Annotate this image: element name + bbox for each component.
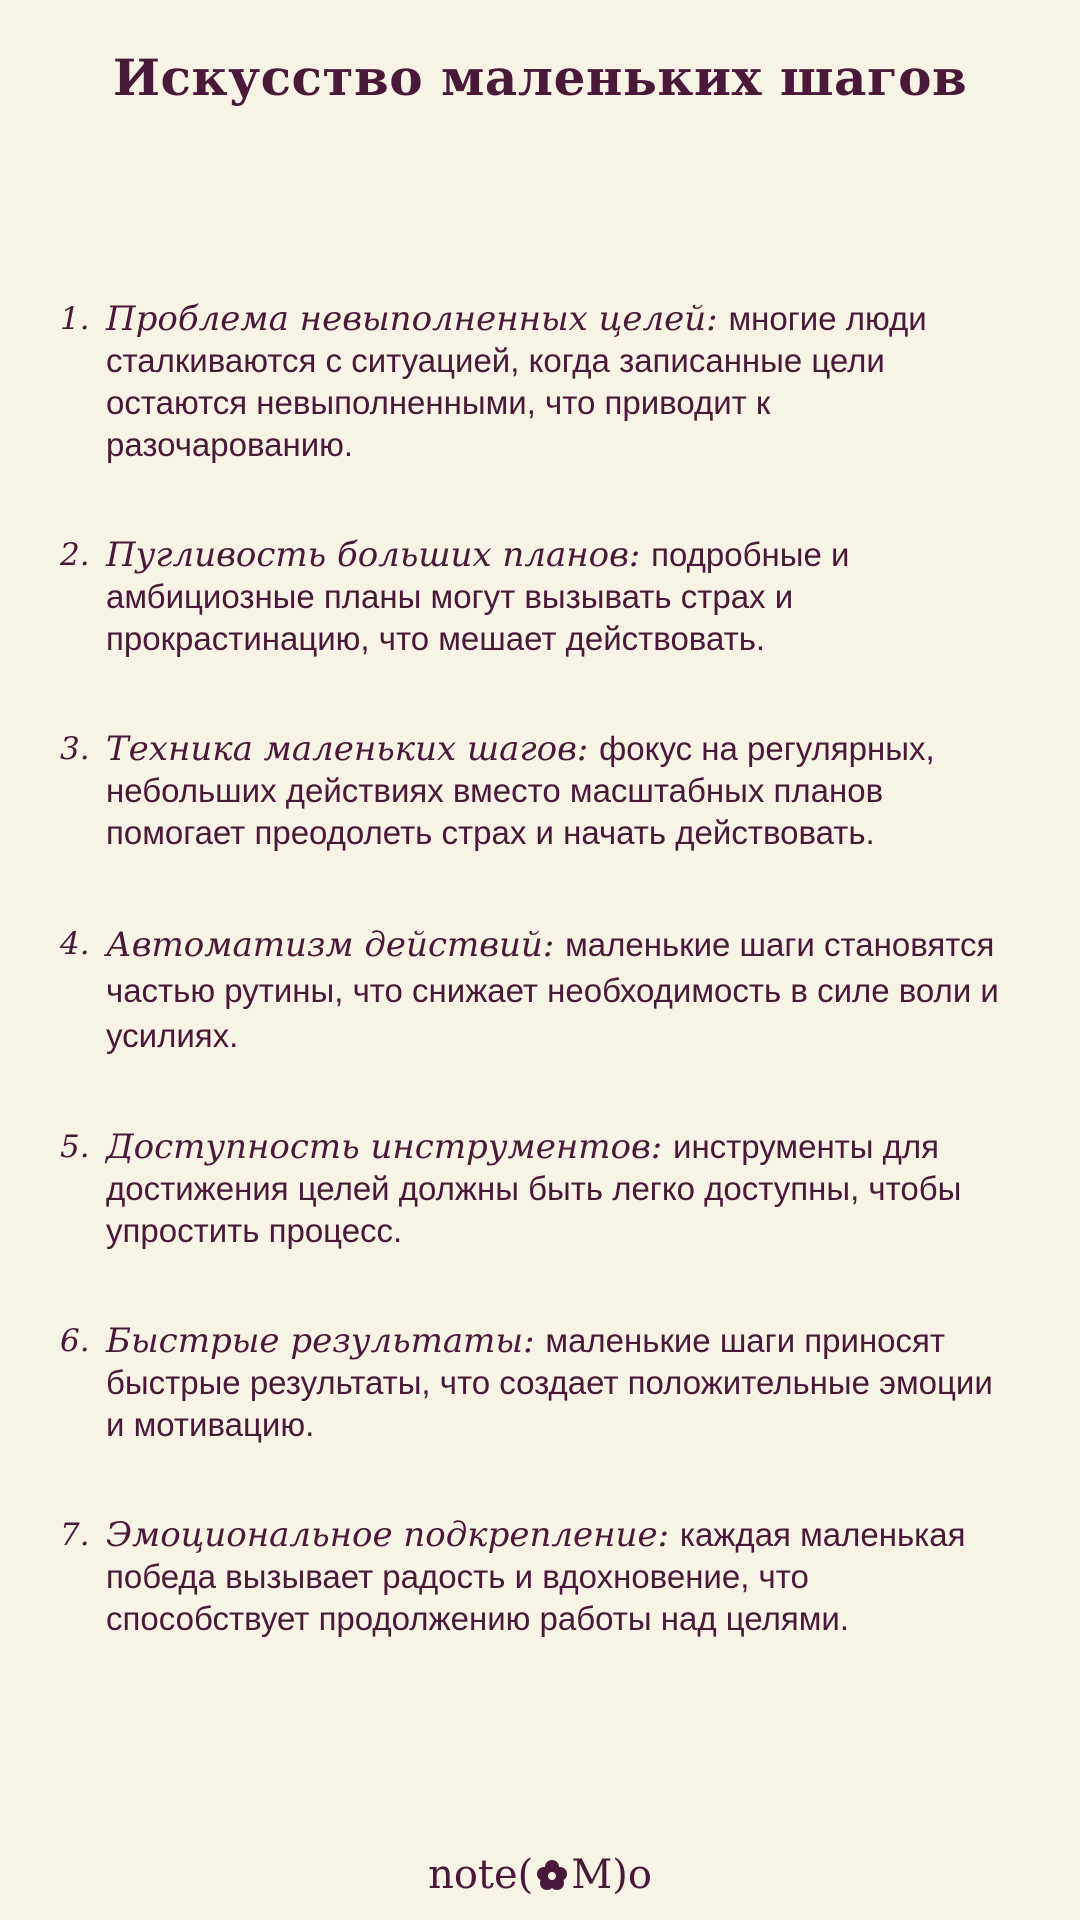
item-number: 3.	[60, 731, 90, 767]
item-number: 5.	[60, 1129, 90, 1165]
brand-logo	[0, 1852, 1080, 1898]
list-item	[60, 728, 1020, 854]
logo-prefix: note(	[428, 1852, 534, 1898]
item-number: 1.	[60, 301, 90, 337]
item-number: 6.	[60, 1323, 90, 1359]
flower-icon	[535, 1858, 569, 1892]
item-number: 7.	[60, 1517, 90, 1553]
logo-letter: M	[571, 1852, 613, 1898]
item-description: многие люди сталкиваются с ситуацией, когда записанные цели остаются невыполненными, что приводит к разочарованию.	[106, 300, 927, 463]
item-term: Эмоциональное подкрепление:	[106, 1515, 680, 1555]
list-item	[60, 534, 1020, 660]
item-term: Быстрые результаты:	[106, 1321, 546, 1361]
item-number: 2.	[60, 537, 90, 573]
item-term: Проблема невыполненных целей:	[106, 299, 729, 339]
item-term: Автоматизм действий:	[106, 925, 566, 965]
item-description: маленькие шаги приносят быстрые результаты, что создает положительные эмоции и мотивацию.	[106, 1322, 993, 1443]
item-term: Доступность инструментов:	[106, 1127, 674, 1167]
logo-suffix: )o	[612, 1852, 652, 1898]
item-description: фокус на регулярных, небольших действиях вместо масштабных планов помогает преодолеть страх и начать действовать.	[106, 730, 935, 851]
page-title: Искусство маленьких шагов	[112, 48, 968, 107]
item-description: подробные и амбициозные планы могут вызывать страх и прокрастинацию, что мешает действовать.	[106, 536, 850, 657]
steps-list	[60, 298, 1020, 1708]
item-term: Пугливость больших планов:	[106, 535, 652, 575]
list-item	[60, 1514, 1020, 1640]
list-item	[60, 922, 1020, 1058]
item-description: каждая маленькая победа вызывает радость и вдохновение, что способствует продолжению работы над целями.	[106, 1516, 966, 1637]
item-number: 4.	[60, 926, 90, 962]
list-item	[60, 298, 1020, 466]
item-description: инструменты для достижения целей должны быть легко доступны, чтобы упростить процесс.	[106, 1128, 962, 1249]
list-item	[60, 1320, 1020, 1446]
item-description: маленькие шаги становятся частью рутины, что снижает необходимость в силе воли и усилиях.	[106, 926, 999, 1054]
item-term: Техника маленьких шагов:	[106, 729, 600, 769]
list-item	[60, 1126, 1020, 1252]
